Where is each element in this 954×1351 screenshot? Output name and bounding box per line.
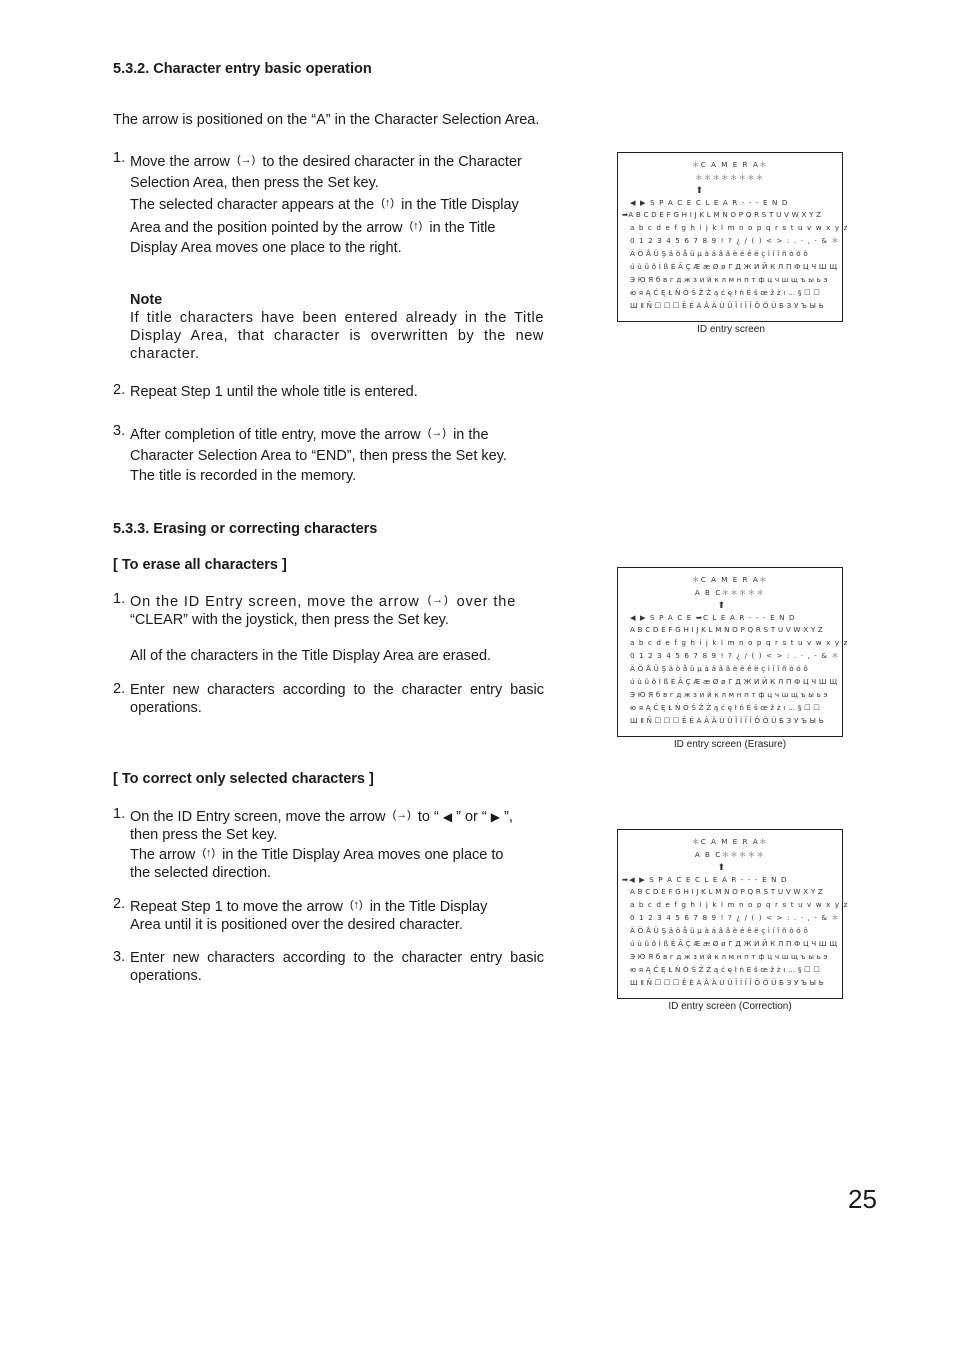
step-text: After completion of title entry, move the arrow	[130, 427, 421, 443]
step-number: 2.	[113, 681, 126, 697]
right-triangle-icon: ▶	[490, 810, 500, 824]
step-text: then press the Set key.	[130, 827, 278, 843]
step-text: On the ID Entry screen, move the arrow	[130, 809, 386, 825]
step-text: ”,	[504, 809, 513, 825]
screen-char-row: a b c d e f g h i j k l m n o p q r s t u v w x y z	[630, 223, 849, 232]
correct-step-1	[130, 806, 544, 882]
screen-char-row: Ш Ⅱ Ñ ☐ ☐ ☐ Ê É À Â Ä Ù Û Î Ì Ï Î Ô Ö Ü Б З У Ъ Ы Ь	[630, 301, 824, 310]
note-text: If title characters have been entered already in the Title Display Area, that character is overwritten by the new character.	[130, 310, 544, 362]
erase-step-2: Enter new characters according to the character entry basic operations.	[130, 682, 544, 716]
left-triangle-icon: ◀	[442, 810, 453, 824]
screen-char-row: ю я Ą Ć Ę Ł Ń Ó Ś Ź Ż ą ć ę ł ń É š œ ž ż ı … § ☐ ☐	[630, 703, 820, 712]
step-text: The selected character appears at the	[130, 197, 375, 213]
step-number: 2.	[113, 382, 126, 398]
screen-title-display: ＊＊＊＊＊＊＊＊	[695, 173, 765, 182]
screen-char-row: 0 1 2 3 4 5 6 7 8 9 ! ? ¿ / ( ) < > : . · , - & ＊	[630, 913, 840, 922]
right-arrow-icon: (→)	[427, 427, 447, 439]
screen-title-display: A B C＊＊＊＊＊	[694, 588, 766, 597]
step-text: in the Title Display	[401, 197, 519, 213]
step-number: 1.	[113, 150, 126, 166]
screen-controls-row: ◀ ▶ S P A C E ➡C L E A R - - - E N D	[630, 613, 796, 622]
subheading-erase: [ To erase all characters ]	[113, 557, 287, 573]
screen-char-row: a b c d e f g h i j k l m n o p q r s t u v w x y z	[630, 638, 849, 647]
step-text: Area and the position pointed by the arrow	[130, 219, 403, 236]
id-entry-screen	[617, 152, 849, 322]
step-2-text: Repeat Step 1 until the whole title is entered.	[130, 384, 418, 400]
step-number: 1.	[113, 591, 126, 607]
step-3-entry	[130, 423, 544, 487]
correct-step-3: Enter new characters according to the character entry basic operations.	[130, 950, 544, 984]
screen-char-row: ю я Ą Ć Ę Ł Ń Ó Ś Ź Ż ą ć ę ł ń É š œ ž ż ı … § ☐ ☐	[630, 965, 820, 974]
right-arrow-icon: (→)	[392, 809, 411, 821]
screen-caption: ID entry screen (Correction)	[668, 1001, 792, 1012]
step-text: ” or “	[456, 809, 487, 825]
step-text: in the Title Display	[369, 899, 488, 915]
step-text: “CLEAR” with the joystick, then press the Set key.	[130, 612, 449, 628]
step-text: The title is recorded in the memory.	[130, 468, 357, 484]
screen-char-row: Ä Ö Å Ü Ş ä ö å ü µ à á â ã è é ê ë ç ì í î ñ ò ó ô	[630, 926, 808, 935]
subheading-correct: [ To correct only selected characters ]	[113, 771, 374, 787]
step-number: 1.	[113, 806, 126, 822]
page-number: 25	[848, 1184, 877, 1214]
step-text: in the	[453, 427, 489, 443]
section-heading-532: 5.3.2. Character entry basic operation	[113, 61, 372, 77]
step-number: 3.	[113, 949, 126, 965]
right-arrow-icon: (→)	[236, 154, 256, 166]
erase-step-1	[130, 591, 544, 665]
screen-cursor-up-icon: ⬆	[717, 863, 727, 873]
screen-char-row: ➡A B C D E F G H I J K L M N O P Q R S T U V W X Y Z	[622, 210, 822, 219]
screen-char-row: Ш Ⅱ Ñ ☐ ☐ ☐ Ê É À Â Ä Ù Û Î Ì Ï Î Ô Ö Ü Б З У Ъ Ы Ь	[630, 716, 824, 725]
screen-char-row: Ä Ö Å Ü Ş ä ö å ü µ à á â ã è é ê ë ç ì í î ñ ò ó ô	[630, 664, 808, 673]
up-arrow-icon: (↑)	[381, 197, 395, 209]
step-text: The arrow	[130, 847, 196, 863]
intro-text: The arrow is positioned on the “A” in the Character Selection Area.	[113, 112, 540, 128]
screen-caption: ID entry screen	[697, 324, 765, 335]
screen-char-row: Ш Ⅱ Ñ ☐ ☐ ☐ Ê É À Â Ä Ù Û Î Ì Ï Î Ô Ö Ü Б З У Ъ Ы Ь	[630, 978, 824, 987]
step-text: All of the characters in the Title Display Area are erased.	[130, 648, 492, 664]
id-entry-screen-correction	[617, 829, 849, 999]
step-text: Character Selection Area to “END”, then press the Set key.	[130, 447, 507, 464]
screen-camera-label: ＊C A M E R A＊	[692, 837, 768, 846]
step-number: 3.	[113, 423, 126, 439]
step-number: 2.	[113, 896, 126, 912]
screen-char-row: ú ù û õ İ ß É Ã Ç Æ æ Ø ø Г Д Ж И Й К Л П Ф Ц Ч Ш Щ	[630, 677, 838, 686]
id-entry-screen-erasure	[617, 567, 849, 737]
up-arrow-icon: (↑)	[349, 899, 363, 911]
screen-controls-row: ◀ ▶ S P A C E C L E A R - - - E N D	[630, 198, 789, 207]
step-text: in the Title Display Area moves one place to	[222, 847, 504, 863]
screen-title-display: A B C＊＊＊＊＊	[694, 850, 766, 859]
step-text: the selected direction.	[130, 865, 272, 881]
screen-char-row: ú ù û õ İ ß É Ã Ç Æ æ Ø ø Г Д Ж И Й К Л П Ф Ц Ч Ш Щ	[630, 939, 838, 948]
section-heading-533: 5.3.3. Erasing or correcting characters	[113, 521, 378, 537]
correct-step-2	[130, 896, 544, 934]
up-arrow-icon: (↑)	[409, 219, 423, 232]
step-text: On the ID Entry screen, move the arrow	[130, 594, 420, 610]
step-text: to “	[417, 809, 439, 825]
note-block	[130, 291, 544, 363]
screen-char-row: ю я Ą Ć Ę Ł Ń Ó Ś Ź Ż ą ć ę ł ń É š œ ž ż ı … § ☐ ☐	[630, 288, 820, 297]
step-text: in the Title	[429, 219, 496, 236]
screen-camera-label: ＊C A M E R A＊	[692, 160, 768, 169]
step-text: Selection Area, then press the Set key.	[130, 174, 379, 191]
screen-char-row: Ä Ö Å Ü Ş ä ö å ü µ à á â ã è é ê ë ç ì í î ñ ò ó ô	[630, 249, 808, 258]
step-text: to the desired character in the Character	[262, 154, 522, 170]
screen-char-row: 0 1 2 3 4 5 6 7 8 9 ! ? ¿ / ( ) < > : . · , - & ＊	[630, 651, 840, 660]
screen-char-row: A B C D E F G H I J K L M N O P Q R S T U V W X Y Z	[630, 625, 824, 634]
screen-camera-label: ＊C A M E R A＊	[692, 575, 768, 584]
step-text: Move the arrow	[130, 154, 230, 170]
screen-char-row: ú ù û õ İ ß É Ã Ç Æ æ Ø ø Г Д Ж И Й К Л П Ф Ц Ч Ш Щ	[630, 262, 838, 271]
screen-char-row: Э Ю Я б в г д ж з и й к л м н п т ф ц ч ш щ ъ ы ь э	[630, 952, 828, 961]
note-label: Note	[130, 292, 163, 308]
step-text: Repeat Step 1 to move the arrow	[130, 899, 343, 915]
screen-cursor-up-icon: ⬆	[717, 601, 727, 611]
step-text: over the	[456, 594, 517, 610]
screen-char-row: 0 1 2 3 4 5 6 7 8 9 ! ? ¿ / ( ) < > : . · , - & ＊	[630, 236, 840, 245]
right-arrow-icon: (→)	[427, 594, 449, 606]
screen-char-row: Э Ю Я б в г д ж з и й к л м н п т ф ц ч ш щ ъ ы ь э	[630, 275, 828, 284]
screen-char-row: Э Ю Я б в г д ж з и й к л м н п т ф ц ч ш щ ъ ы ь э	[630, 690, 828, 699]
screen-controls-row: ➡◀ ▶ S P A C E C L E A R - - - E N D	[622, 875, 788, 884]
screen-char-row: A B C D E F G H I J K L M N O P Q R S T U V W X Y Z	[630, 887, 824, 896]
step-text: Display Area moves one place to the right.	[130, 240, 402, 256]
screen-cursor-up-icon: ⬆	[695, 186, 705, 196]
screen-char-row: a b c d e f g h i j k l m n o p q r s t u v w x y z	[630, 900, 849, 909]
screen-caption: ID entry screen (Erasure)	[673, 739, 787, 750]
step-1-entry	[130, 150, 544, 259]
up-arrow-icon: (↑)	[202, 847, 216, 859]
step-text: Area until it is positioned over the desired character.	[130, 917, 463, 933]
